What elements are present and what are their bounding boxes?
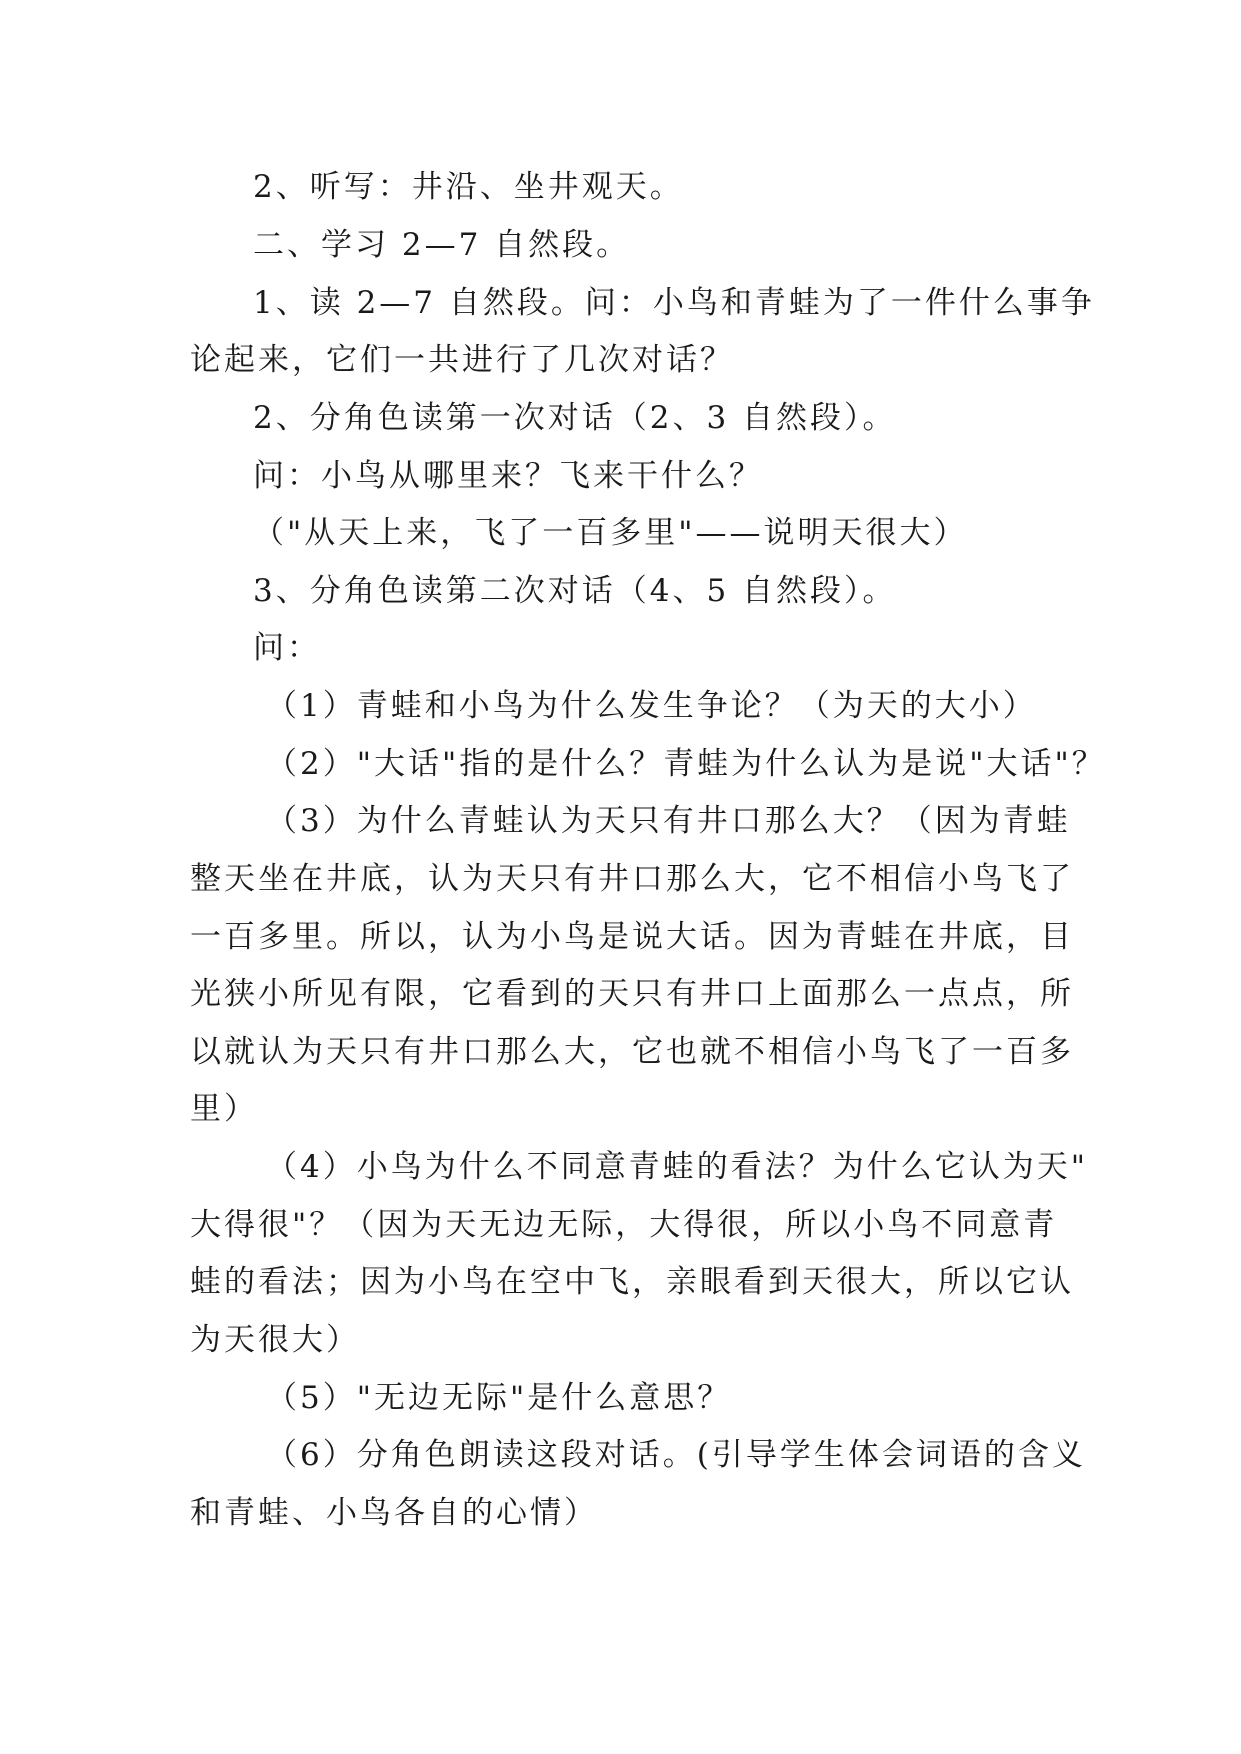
text-line: （3）为什么青蛙认为天只有井口那么大？（因为青蛙 [266,803,1071,839]
text-line: （2）"大话"指的是什么？青蛙为什么认为是说"大话"？ [266,746,1106,782]
text-line: 一百多里。所以，认为小鸟是说大话。因为青蛙在井底，目 [190,919,1074,955]
text-line: 2、听写：井沿、坐井观天。 [253,169,684,205]
text-line: 3、分角色读第二次对话（4、5 自然段）。 [253,573,897,609]
text-line: 问：小鸟从哪里来？飞来干什么？ [253,458,763,494]
text-line: （"从天上来，飞了一百多里"——说明天很大） [253,515,968,551]
text-line: 里） [190,1091,258,1127]
text-line: （6）分角色朗读这段对话。(引导学生体会词语的含义 [266,1437,1086,1473]
text-line: 1、读 2—7 自然段。问：小鸟和青蛙为了一件什么事争 [253,285,1095,321]
text-line: 以就认为天只有井口那么大，它也就不相信小鸟飞了一百多 [190,1034,1074,1070]
text-line: 二、学习 2—7 自然段。 [253,227,631,263]
text-line: （5）"无边无际"是什么意思？ [266,1380,732,1416]
text-line: 整天坐在井底，认为天只有井口那么大，它不相信小鸟飞了 [190,861,1074,897]
text-line: 蛙的看法；因为小鸟在空中飞，亲眼看到天很大，所以它认 [190,1264,1074,1300]
text-line: （4）小鸟为什么不同意青蛙的看法？为什么它认为天" [266,1149,1088,1185]
text-line: 为天很大） [190,1322,360,1358]
text-line: 和青蛙、小鸟各自的心情） [190,1495,598,1531]
text-line: 光狭小所见有限，它看到的天只有井口上面那么一点点，所 [190,976,1074,1012]
text-line: 2、分角色读第一次对话（2、3 自然段）。 [253,400,897,436]
text-line: 问： [253,630,321,666]
text-line: （1）青蛙和小鸟为什么发生争论？（为天的大小） [266,688,1037,724]
text-line: 大得很"？（因为天无边无际，大得很，所以小鸟不同意青 [190,1207,1058,1243]
text-line: 论起来，它们一共进行了几次对话？ [190,342,734,378]
